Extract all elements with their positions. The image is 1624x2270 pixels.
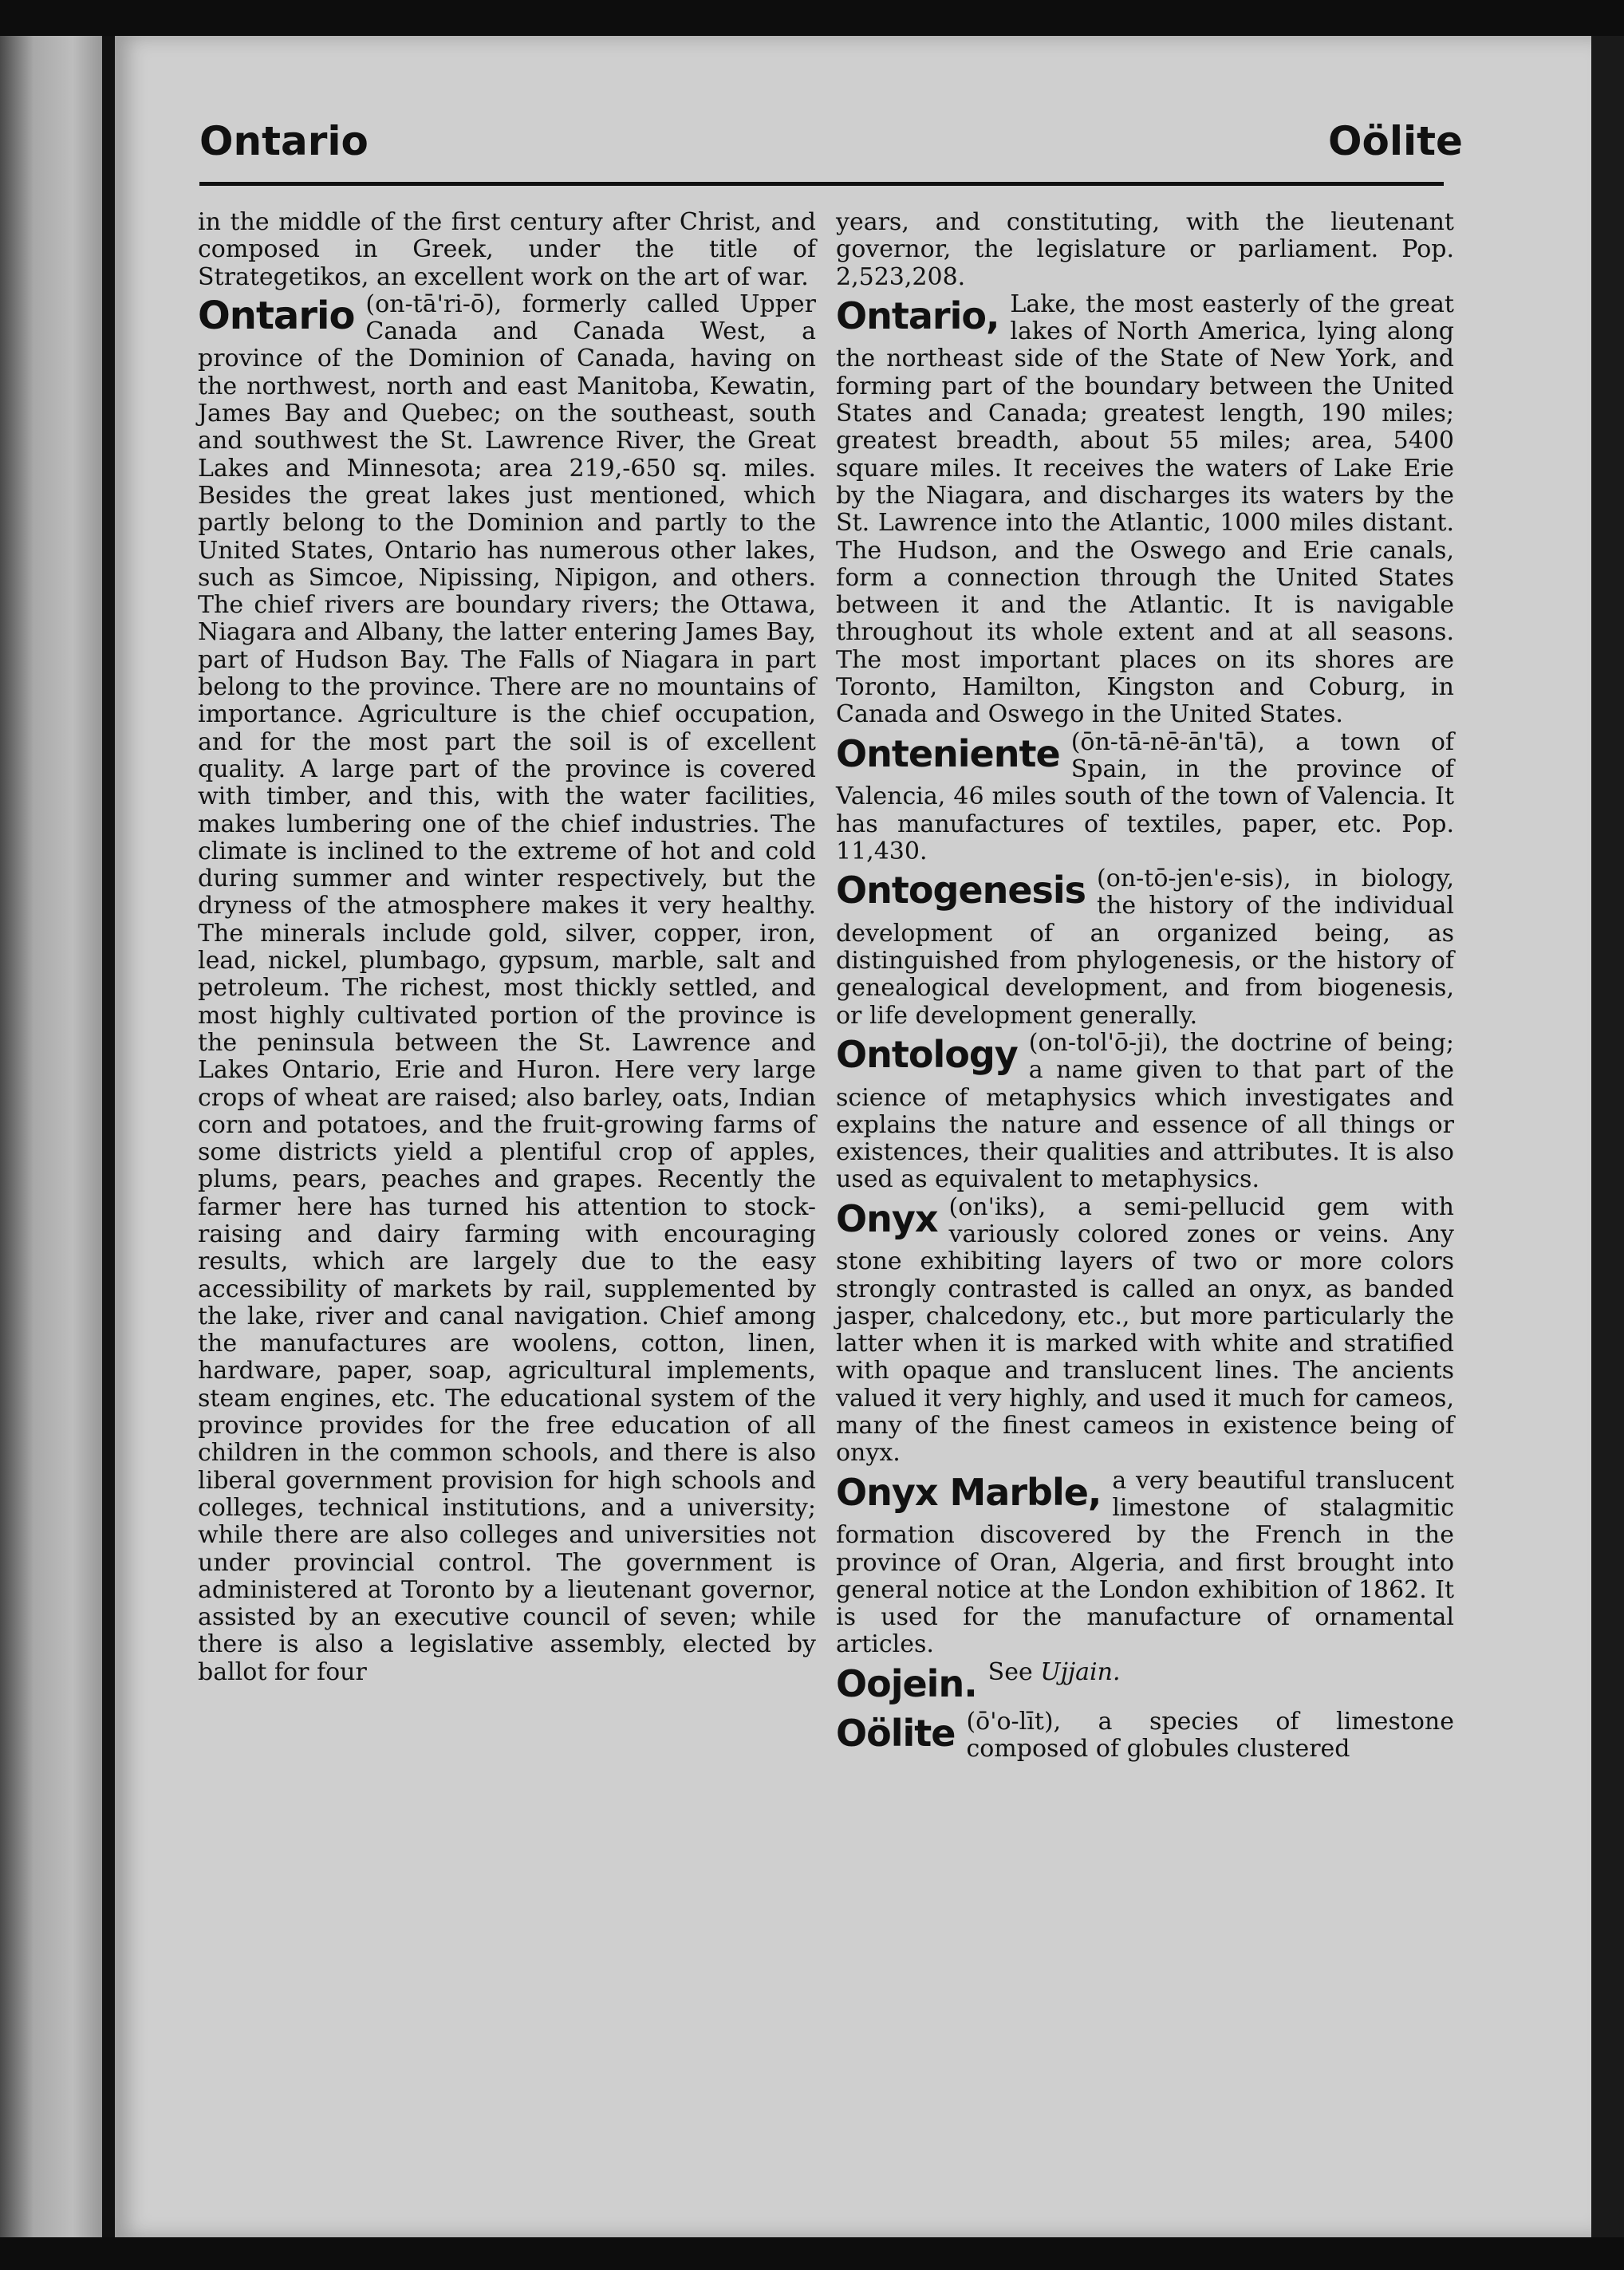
entry-oojein — [836, 1657, 1454, 1705]
book-gutter — [102, 36, 115, 2237]
cross-reference: Ujjain. — [1040, 1657, 1121, 1686]
headword: Onyx Marble, — [836, 1470, 1102, 1514]
left-column — [198, 209, 816, 1686]
entry-ontario — [198, 291, 816, 1686]
headword: Ontario — [198, 293, 355, 338]
continued-text: years, and constituting, with the lieutenant governor, the legislature or parliament. Pop. 2,523,208. — [836, 208, 1454, 291]
headword: Ontario, — [836, 294, 999, 337]
entry-text: (ōn-tā-nē-ān'tā), a town of Spain, in the province of Valencia, 46 miles south of the town of Valencia. It has manufactures of textiles, paper, etc. Pop. 11,430. — [836, 727, 1454, 865]
entry-ontogenesis — [836, 865, 1454, 1030]
headword: Oojein. — [836, 1661, 977, 1705]
headword: Ontogenesis — [836, 869, 1086, 912]
continued-text: in the middle of the first century after Christ, and composed in Greek, under the title of Strategetikos, an excellent work on the art of war. — [198, 208, 816, 291]
entry-onteniente — [836, 729, 1454, 865]
entry-text: (ō'o-līt), a species of limestone composed of globules clustered — [966, 1707, 1454, 1764]
entry-lake-ontario — [836, 291, 1454, 729]
entry-onyx-marble — [836, 1468, 1454, 1659]
headword: Onyx — [836, 1196, 938, 1240]
entry-text: (on'iks), a semi-pellucid gem with variously colored zones or veins. Any stone exhibiting layers of two or more colors strongly contrasted is called an onyx, as banded jasper, chalcedony, etc., but more particularly the latter when it is marked with white and stratified with opaque and translucent lines. The ancients valued it very highly, and used it much for cameos, many of the finest cameos in existence being of onyx. — [836, 1192, 1454, 1468]
header-rule — [199, 182, 1444, 186]
entry-text: (on-tō-jen'e-sis), in biology, the history of the individual development of an organized being, as distinguished from phylogenesis, or the history of genealogical development, and from biogenesis, or life development generally. — [836, 865, 1454, 1030]
right-column — [836, 209, 1454, 1763]
scan-bottom-border — [112, 2237, 1624, 2270]
entry-text: a very beautiful translucent limestone of stalagmitic formation discovered by the French in the province of Oran, Algeria, and first brought into general notice at the London exhibition of 1862. It is used for the manufacture of ornamental articles. — [836, 1466, 1454, 1659]
entry-text: (on-tā'ri-ō), formerly called Upper Canada and Canada West, a province of the Dominion of Canada, having on the northwest, north and east Manitoba, Kewatin, James Bay and Quebec; on the southeast, south and southwest the St. Lawrence River, the Great Lakes and Minnesota; area 219,-650 sq. miles. Besides the great lakes just mentioned, which partly belong to the Dominion and partly to the United States, Ontario has numerous other lakes, such as Simcoe, Nipissing, Nipigon, and others. The chief rivers are boundary rivers; the Ottawa, Niagara and Albany, the latter entering James Bay, part of Hudson Bay. The Falls of Niagara in part belong to the province. There are no mountains of importance. Agriculture is the chief occupation, and for the most part the soil is of excellent quality. A large part of the province is covered with timber, and this, with the water facilities, makes lumbering one of the chief industries. The climate is inclined to the extreme of hot and cold during summer and winter respectively, but the dryness of the atmosphere makes it very healthy. The minerals include gold, silver, copper, iron, lead, nickel, plumbago, gypsum, marble, salt and petroleum. The richest, most thickly settled, and most highly cultivated portion of the province is the peninsula between the St. Lawrence and Lakes Ontario, Erie and Huron. Here very large crops of wheat are raised; also barley, oats, Indian corn and potatoes, and the fruit-growing farms of some districts yield a plentiful crop of apples, plums, pears, peaches and grapes. Recently the farmer here has turned his attention to stock-raising and dairy farming with encouraging results, which are largely due to the easy accessibility of markets by rail, supplemented by the lake, river and canal navigation. Chief among the manufactures are woolens, cotton, linen, hardware, paper, soap, agricultural implements, steam engines, etc. The educational system of the province provides for the free education of all children in the common schools, and there is also liberal government provision for high schools and colleges, technical institutions, and a university; while there are also colleges and universities not under provincial control. The government is administered at Toronto by a lieutenant governor, assisted by an executive council of seven; while there is also a legislative assembly, elected by ballot for four — [198, 290, 816, 1686]
headword: Ontology — [836, 1032, 1018, 1076]
entry-oolite — [836, 1708, 1454, 1764]
see-label: See — [987, 1657, 1033, 1686]
running-head-left: Ontario — [199, 118, 369, 164]
entry-onyx — [836, 1194, 1454, 1468]
headword: Onteniente — [836, 731, 1060, 775]
running-head-right: Oölite — [1328, 118, 1463, 164]
entry-ontology — [836, 1030, 1454, 1194]
scan-border — [1591, 36, 1624, 2237]
headword: Oölite — [836, 1711, 956, 1755]
entry-text: Lake, the most easterly of the great lakes of North America, lying along the northeast side of the State of New York, and forming part of the boundary between the United States and Canada; greatest length, 190 miles; greatest breadth, about 55 miles; area, 5400 square miles. It receives the waters of Lake Erie by the Niagara, and discharges its waters by the St. Lawrence into the Atlantic, 1000 miles distant. The Hudson, and the Oswego and Erie canals, form a connection through the United States between it and the Atlantic. It is navigable throughout its whole extent and at all seasons. The most important places on its shores are Toronto, Hamilton, Kingston and Coburg, in Canada and Oswego in the United States. — [836, 290, 1454, 729]
facing-page-edge — [0, 36, 112, 2237]
entry-text: (on-tol'ō-ji), the doctrine of being; a name given to that part of the science of metaphysics which investigates and explains the nature and essence of all things or existences, their qualities and attributes. It is also used as equivalent to metaphysics. — [836, 1028, 1454, 1194]
